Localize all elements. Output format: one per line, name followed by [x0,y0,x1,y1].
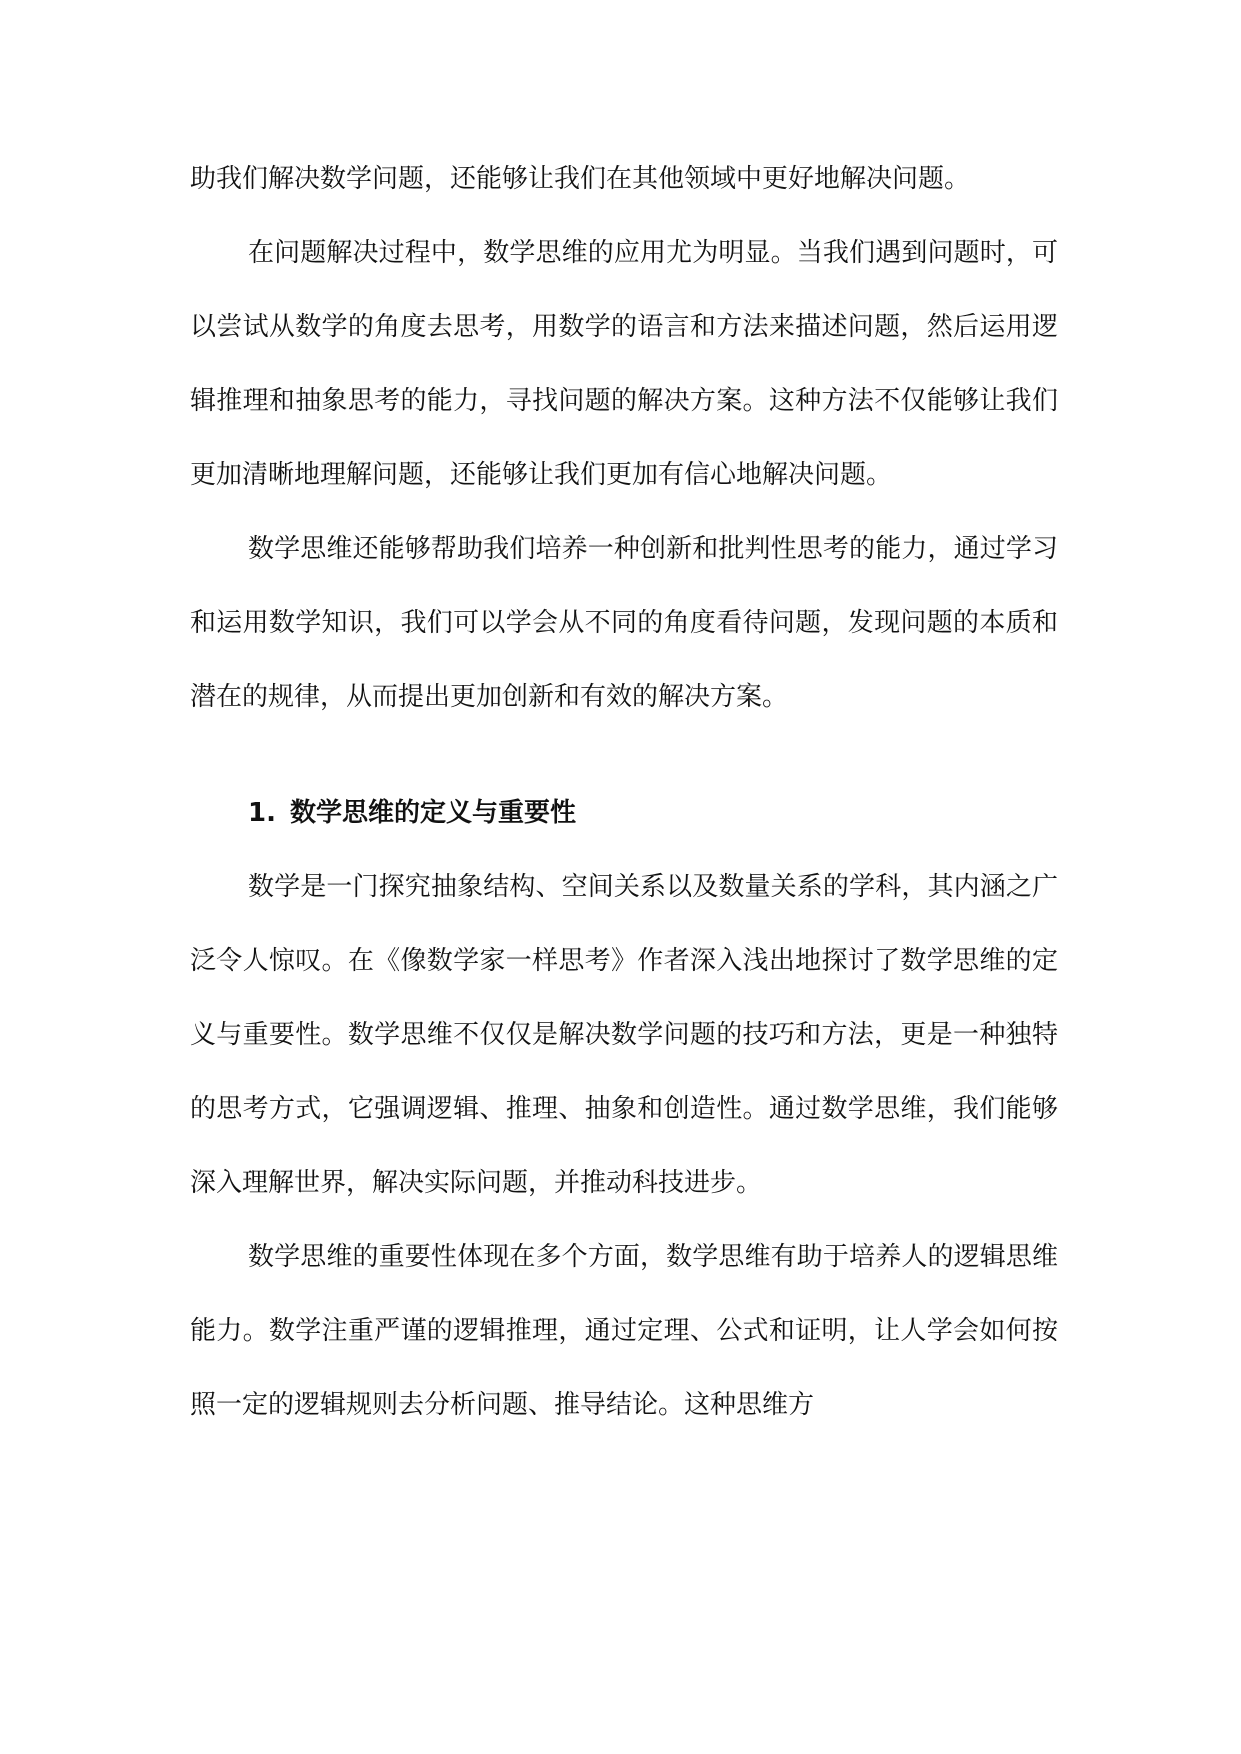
paragraph-problem-solving: 在问题解决过程中，数学思维的应用尤为明显。当我们遇到问题时，可以尝试从数学的角度去思考，用数学的语言和方法来描述问题，然后运用逻辑推理和抽象思考的能力，寻找问题的解决方案。这种方法不仅能够让我们更加清晰地理解问题，还能够让我们更加有信心地解决问题。 [190,238,1058,490]
section-number: 1. [248,798,276,828]
section-heading [190,734,1058,850]
paragraph-importance: 数学思维的重要性体现在多个方面，数学思维有助于培养人的逻辑思维能力。数学注重严谨的逻辑推理，通过定理、公式和证明，让人学会如何按照一定的逻辑规则去分析问题、推导结论。这种思维方 [190,1242,1058,1420]
paragraph-definition: 数学是一门探究抽象结构、空间关系以及数量关系的学科，其内涵之广泛令人惊叹。在《像数学家一样思考》作者深入浅出地探讨了数学思维的定义与重要性。数学思维不仅仅是解决数学问题的技巧和方法，更是一种独特的思考方式，它强调逻辑、推理、抽象和创造性。通过数学思维，我们能够深入理解世界，解决实际问题，并推动科技进步。 [190,872,1058,1198]
paragraph-innovation: 数学思维还能够帮助我们培养一种创新和批判性思考的能力，通过学习和运用数学知识，我们可以学会从不同的角度看待问题，发现问题的本质和潜在的规律，从而提出更加创新和有效的解决方案。 [190,534,1058,712]
document-body [190,142,1058,1442]
section-title: 数学思维的定义与重要性 [289,798,576,828]
paragraph-continuation: 助我们解决数学问题，还能够让我们在其他领域中更好地解决问题。 [190,164,971,194]
